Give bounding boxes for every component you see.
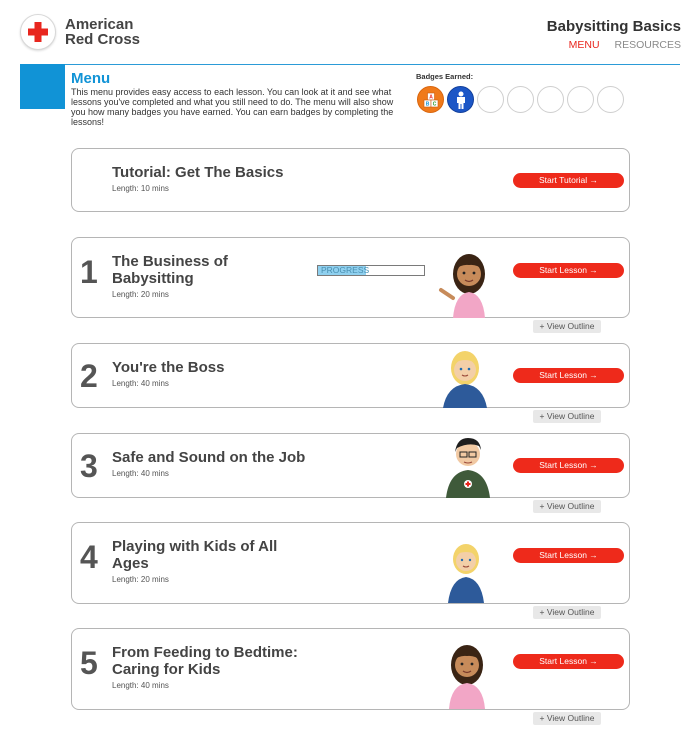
svg-text:A: A bbox=[428, 94, 433, 101]
top-nav bbox=[557, 39, 681, 51]
empty-badge-slot bbox=[567, 86, 594, 113]
header-divider bbox=[20, 64, 680, 65]
boy-glasses-avatar bbox=[442, 434, 494, 498]
lesson-length: Length: 40 mins bbox=[112, 681, 169, 690]
logo-line-1: American bbox=[65, 16, 134, 33]
empty-badge-slot bbox=[597, 86, 624, 113]
lesson-progress-bar bbox=[317, 265, 425, 276]
person-badge-icon[interactable] bbox=[447, 86, 474, 113]
lesson-card-5 bbox=[71, 628, 630, 710]
start-lesson-button[interactable]: Start Lesson → bbox=[513, 458, 624, 473]
lesson-number: 3 bbox=[80, 448, 98, 484]
empty-badge-slot bbox=[537, 86, 564, 113]
lesson-length: Length: 20 mins bbox=[112, 290, 169, 299]
blonde-girl-avatar bbox=[435, 348, 497, 408]
view-outline-button[interactable]: + View Outline bbox=[533, 606, 601, 619]
view-outline-button[interactable]: + View Outline bbox=[533, 320, 601, 333]
lesson-number: 1 bbox=[80, 254, 98, 290]
menu-accent-block bbox=[20, 64, 65, 109]
start-lesson-button[interactable]: Start Lesson → bbox=[513, 654, 624, 669]
abc-blocks-badge-icon[interactable] bbox=[417, 86, 444, 113]
start-tutorial-button[interactable]: Start Tutorial → bbox=[513, 173, 624, 188]
lesson-length: Length: 40 mins bbox=[112, 469, 169, 478]
app-title: Babysitting Basics bbox=[546, 18, 681, 35]
red-cross-icon bbox=[20, 14, 56, 50]
tutorial-title: Tutorial: Get The Basics bbox=[112, 164, 284, 181]
lesson-card-2 bbox=[71, 343, 630, 408]
start-lesson-button[interactable]: Start Lesson → bbox=[513, 548, 624, 563]
start-lesson-button[interactable]: Start Lesson → bbox=[513, 263, 624, 278]
progress-label: PROGRESS bbox=[321, 265, 370, 275]
lesson-title: From Feeding to Bedtime: Caring for Kids bbox=[112, 644, 298, 678]
lesson-card-1 bbox=[71, 237, 630, 318]
blonde-girl-avatar bbox=[440, 541, 492, 603]
view-outline-button[interactable]: + View Outline bbox=[533, 500, 601, 513]
girl-pink-shirt-avatar bbox=[437, 250, 497, 318]
tutorial-length: Length: 10 mins bbox=[112, 184, 169, 193]
logo-text bbox=[65, 17, 140, 47]
menu-description: This menu provides easy access to each lesson. You can look at it and see what lessons you've completed and what you still need to do. The menu will also show you how many badges you have earned. You can earn badges by completing the lessons! bbox=[71, 87, 394, 127]
lesson-title: Playing with Kids of All Ages bbox=[112, 538, 278, 572]
empty-badge-slot bbox=[507, 86, 534, 113]
lesson-length: Length: 20 mins bbox=[112, 575, 169, 584]
badges-earned-label: Badges Earned: bbox=[416, 72, 474, 81]
girl-pink-shirt-avatar bbox=[439, 641, 495, 709]
start-lesson-button[interactable]: Start Lesson → bbox=[513, 368, 624, 383]
lesson-length: Length: 40 mins bbox=[112, 379, 169, 388]
view-outline-button[interactable]: + View Outline bbox=[533, 410, 601, 423]
lesson-card-4 bbox=[71, 522, 630, 604]
lesson-card-3 bbox=[71, 433, 630, 498]
nav-menu-link[interactable]: MENU bbox=[568, 39, 600, 51]
lesson-number: 4 bbox=[80, 539, 98, 575]
lesson-title: The Business of Babysitting bbox=[112, 253, 228, 287]
svg-text:B: B bbox=[425, 101, 429, 108]
empty-badge-slot bbox=[477, 86, 504, 113]
lesson-number: 2 bbox=[80, 358, 98, 394]
lesson-title: Safe and Sound on the Job bbox=[112, 449, 306, 466]
red-cross-logo[interactable] bbox=[20, 14, 140, 50]
badges-row bbox=[417, 86, 627, 113]
menu-title: Menu bbox=[71, 70, 111, 87]
tutorial-card bbox=[71, 148, 630, 212]
lesson-title: You're the Boss bbox=[112, 359, 225, 376]
logo-line-2: Red Cross bbox=[65, 31, 141, 48]
nav-resources-link[interactable]: RESOURCES bbox=[614, 39, 681, 51]
lesson-number: 5 bbox=[80, 645, 98, 681]
svg-text:C: C bbox=[432, 101, 436, 108]
view-outline-button[interactable]: + View Outline bbox=[533, 712, 601, 725]
